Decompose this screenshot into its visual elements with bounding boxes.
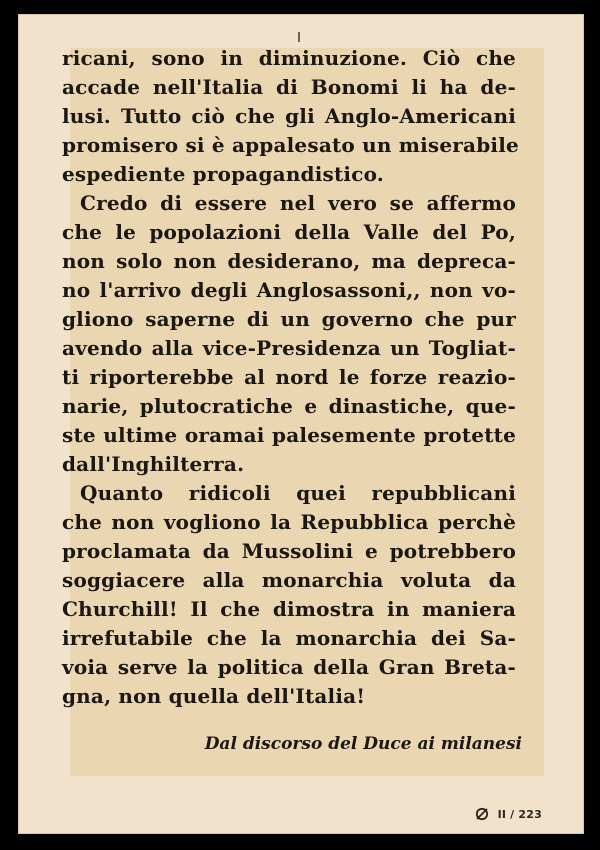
body-line-22: voia serve la politica della Gran Breta- — [62, 655, 516, 679]
body-line-6: Credo di essere nel vero se affermo — [80, 191, 516, 215]
body-line-4: promisero si è appalesato un miserabile — [62, 133, 519, 157]
body-line-20: Churchill! Il che dimostra in maniera — [62, 597, 516, 621]
document-body — [62, 44, 519, 711]
body-line-19: soggiacere alla monarchia voluta da — [62, 568, 516, 592]
catalog-mark — [474, 804, 542, 824]
body-line-17: che non vogliono la Repubblica perchè — [62, 510, 516, 534]
body-line-18: proclamata da Mussolini e potrebbero — [62, 539, 516, 563]
body-line-9: no l'arrivo degli Anglosassoni,, non vo- — [62, 278, 516, 302]
body-line-5: espediente propagandistico. — [62, 162, 384, 186]
source-attribution: Dal discorso del Duce ai milanesi — [204, 734, 522, 754]
body-line-15: dall'Inghilterra. — [62, 452, 245, 476]
body-line-2: accade nell'Italia di Bonomi li ha de- — [62, 75, 516, 99]
paragraph-3 — [62, 479, 516, 711]
paragraph-1 — [62, 44, 519, 189]
body-line-12: ti riporterebbe al nord le forze reazio- — [62, 365, 516, 389]
body-line-1: ricani, sono in diminuzione. Ciò che — [62, 46, 516, 70]
body-line-10: gliono saperne di un governo che pur — [62, 307, 516, 331]
body-line-16: Quanto ridicoli quei repubblicani — [80, 481, 516, 505]
body-line-13: narie, plutocratiche e dinastiche, que- — [62, 394, 516, 418]
body-line-7: che le popolazioni della Valle del Po, — [62, 220, 516, 244]
body-line-11: avendo alla vice-Presidenza un Togliat- — [62, 336, 516, 360]
empty-set-symbol-icon — [474, 806, 490, 822]
catalog-code: II / 223 — [497, 807, 542, 821]
body-line-23: gna, non quella dell'Italia! — [62, 684, 366, 708]
paragraph-2 — [62, 189, 516, 479]
body-line-8: non solo non desiderano, ma depreca- — [62, 249, 516, 273]
body-line-3: lusi. Tutto ciò che gli Anglo-Americani — [62, 104, 516, 128]
top-tick-mark — [298, 32, 300, 42]
body-line-21: irrefutabile che la monarchia dei Sa- — [62, 626, 516, 650]
body-line-14: ste ultime oramai palesemente protette — [62, 423, 516, 447]
